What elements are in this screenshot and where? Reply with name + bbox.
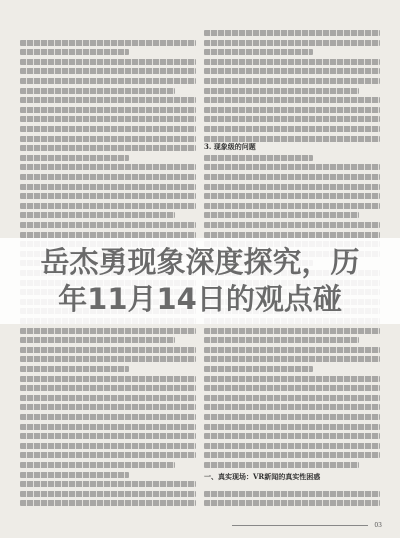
text-line (20, 404, 196, 410)
text-line (204, 155, 313, 161)
text-line (20, 222, 196, 228)
text-line (204, 356, 380, 362)
text-line (204, 97, 380, 103)
text-line (204, 366, 313, 372)
text-line (20, 472, 129, 478)
text-line (20, 424, 196, 430)
text-line (20, 356, 196, 362)
text-line (204, 222, 380, 228)
text-line (204, 212, 359, 218)
text-line (204, 184, 380, 190)
text-line (204, 395, 380, 401)
text-line (204, 404, 380, 410)
overlay-title-line-2: 年11月14日的观点碰 (58, 282, 342, 316)
text-line (20, 107, 196, 113)
text-line (204, 337, 359, 343)
text-line (204, 500, 380, 506)
text-line (20, 395, 196, 401)
text-line (20, 116, 196, 122)
text-line (20, 232, 196, 238)
text-line (204, 40, 380, 46)
text-line (20, 68, 196, 74)
text-line (20, 376, 196, 382)
page-footer (232, 520, 382, 530)
text-line (20, 491, 196, 497)
text-line (20, 443, 196, 449)
text-line (204, 193, 380, 199)
text-line (204, 164, 380, 170)
text-line (20, 452, 196, 458)
text-line (20, 78, 196, 84)
text-line (204, 68, 380, 74)
text-line (20, 366, 129, 372)
text-line (20, 481, 196, 487)
text-line (204, 462, 359, 468)
text-line (20, 164, 196, 170)
text-line (20, 462, 175, 468)
page-number: 03 (374, 521, 382, 529)
text-line (204, 347, 380, 353)
text-line (20, 97, 196, 103)
text-line (204, 30, 380, 36)
text-line (204, 424, 380, 430)
text-line (204, 376, 380, 382)
text-line (204, 491, 380, 497)
text-line (204, 443, 380, 449)
text-line (20, 174, 196, 180)
text-line (204, 414, 380, 420)
text-line (204, 59, 380, 65)
text-line (204, 328, 380, 334)
text-line (204, 107, 380, 113)
text-line (20, 126, 196, 132)
text-line (204, 126, 380, 132)
text-line (204, 203, 380, 209)
text-line (20, 203, 196, 209)
text-line (20, 40, 196, 46)
text-line (204, 49, 313, 55)
text-line (204, 174, 380, 180)
text-line (204, 78, 380, 84)
footer-rule (232, 525, 368, 526)
text-line (20, 184, 196, 190)
text-line (20, 328, 196, 334)
text-line (20, 145, 196, 151)
text-line (20, 212, 175, 218)
text-line (20, 337, 175, 343)
text-line (20, 155, 129, 161)
text-line (20, 347, 196, 353)
text-line (204, 232, 380, 238)
text-line (204, 385, 380, 391)
text-line (20, 433, 196, 439)
overlay-title (0, 244, 400, 318)
text-line (20, 49, 129, 55)
text-line (204, 433, 380, 439)
text-line (204, 116, 380, 122)
text-line (204, 452, 380, 458)
text-line (20, 88, 175, 94)
text-line (20, 59, 196, 65)
section-heading-2: 一、真实现场：VR新闻的真实性困惑 (204, 472, 321, 481)
section-heading: 3. 现象级的问题 (204, 142, 256, 151)
text-line (204, 88, 359, 94)
text-line (204, 136, 380, 142)
text-line (20, 500, 196, 506)
text-line (20, 193, 196, 199)
text-line (20, 414, 196, 420)
overlay-title-line-1: 岳杰勇现象深度探究，历 (40, 245, 360, 279)
text-line (20, 385, 196, 391)
text-line (20, 136, 196, 142)
